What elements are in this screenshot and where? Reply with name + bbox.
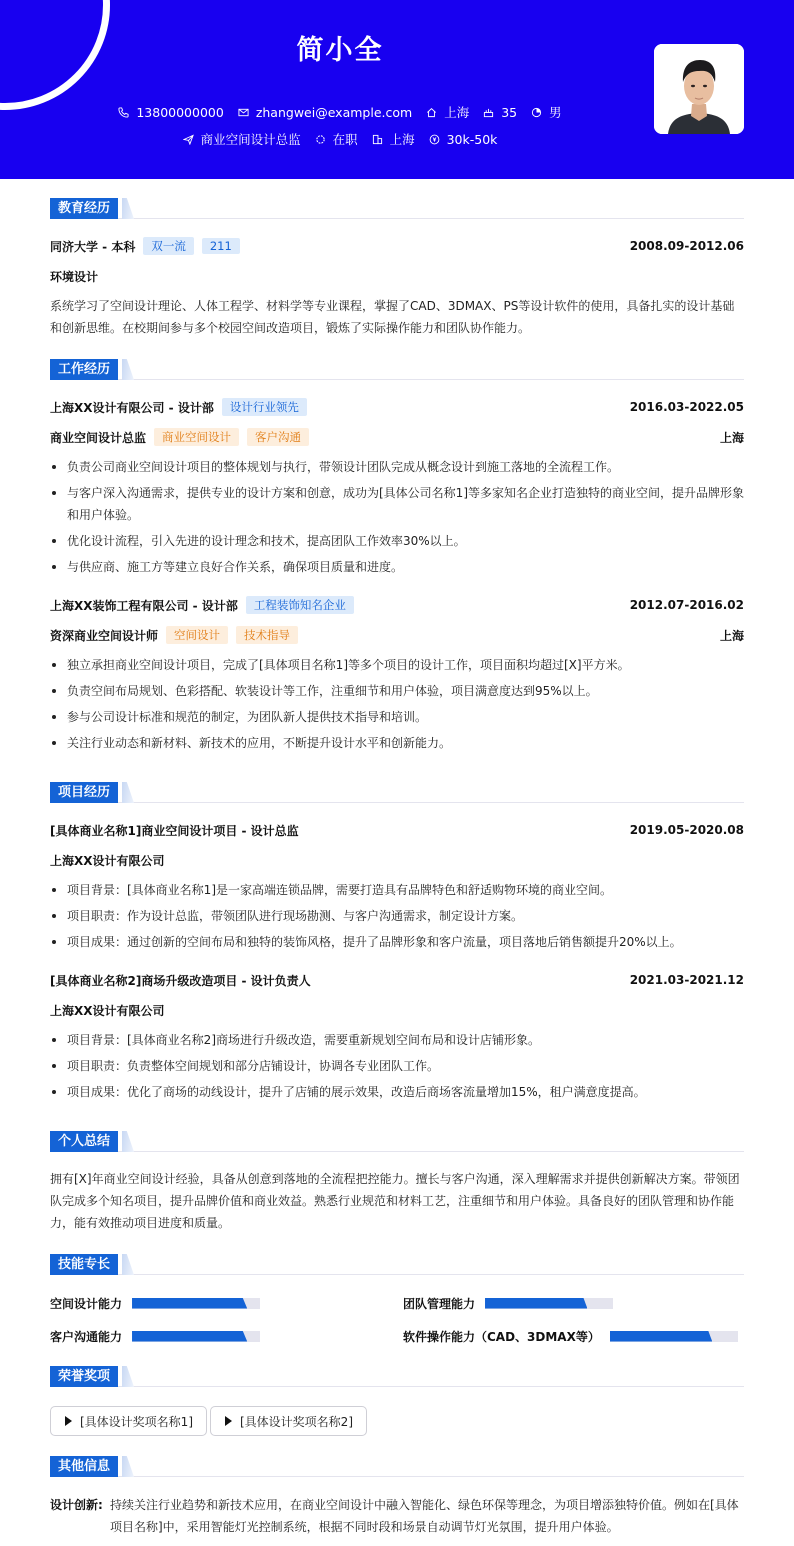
project-bullet-list (50, 879, 744, 957)
candidate-name: 简小全 (296, 35, 384, 66)
major-name: 环境设计 (50, 269, 99, 284)
company-tag: 工程装饰知名企业 (246, 596, 354, 614)
skill-level-fill (610, 1331, 712, 1342)
project-bullet-list (50, 1029, 744, 1107)
phone-info (118, 103, 223, 121)
resume-header (0, 0, 794, 179)
position-info (183, 130, 301, 148)
project-period: 2021.03-2021.12 (629, 973, 744, 987)
skill-tag: 技术指导 (236, 626, 298, 644)
section-title-summary: 个人总结 (50, 1131, 118, 1152)
play-icon (65, 1416, 72, 1426)
skill-name: 空间设计能力 (50, 1296, 123, 1311)
skill-item (50, 1294, 260, 1312)
skill-name: 客户沟通能力 (50, 1329, 123, 1344)
section-title-decoration (122, 782, 134, 803)
section-skills (50, 1254, 744, 1275)
avatar (654, 44, 744, 134)
building-icon (372, 134, 383, 145)
city-text: 上海 (444, 105, 470, 120)
skill-level-fill (485, 1298, 587, 1309)
age-text: 35 (501, 104, 518, 120)
skill-item (403, 1294, 613, 1312)
list-item: 负责空间布局规划、色彩搭配、软装设计等工作，注重细节和用户体验，项目满意度达到95%以上。 (50, 680, 744, 702)
work-city-text: 上海 (389, 132, 415, 147)
work-location: 上海 (719, 430, 744, 445)
list-item: 项目成果：优化了商场的动线设计，提升了店铺的展示效果，改造后商场客流量增加15%，租户满意度提高。 (50, 1081, 744, 1103)
section-title-work: 工作经历 (50, 359, 118, 380)
skill-level-fill (132, 1331, 247, 1342)
school-tag: 211 (202, 238, 240, 254)
skill-item (403, 1327, 738, 1345)
project-company: 上海XX设计有限公司 (50, 853, 165, 868)
play-icon (225, 1416, 232, 1426)
position-text: 商业空间设计总监 (200, 132, 301, 147)
work-city-info (372, 130, 415, 148)
work-period: 2012.07-2016.02 (629, 598, 744, 612)
work-bullet-list (50, 456, 744, 582)
status-info (315, 130, 358, 148)
section-title-decoration (122, 198, 134, 219)
list-item: 负责公司商业空间设计项目的整体规划与执行，带领设计团队完成从概念设计到施工落地的全流程工作。 (50, 456, 744, 478)
section-title-awards: 荣誉奖项 (50, 1366, 118, 1387)
project-company-row (50, 851, 744, 869)
list-item: 与客户深入沟通需求，提供专业的设计方案和创意，成功为[具体公司名称1]等多家知名企业打造独特的商业空间，提升品牌形象和用户体验。 (50, 482, 744, 526)
section-title-decoration (122, 1366, 134, 1387)
section-title-decoration (122, 1131, 134, 1152)
project-company: 上海XX设计有限公司 (50, 1003, 165, 1018)
list-item: 与供应商、施工方等建立良好合作关系，确保项目质量和进度。 (50, 556, 744, 578)
salary-text: 30k-50k (446, 131, 498, 147)
work-title-row (50, 428, 744, 446)
job-title: 商业空间设计总监 (50, 430, 147, 445)
list-item: 项目背景：[具体商业名称1]是一家高端连锁品牌，需要打造具有品牌特色和舒适购物环境的商业空间。 (50, 879, 744, 901)
phone-icon (118, 107, 129, 118)
company-tag: 设计行业领先 (222, 398, 307, 416)
cake-icon (483, 107, 494, 118)
skill-level-bar (132, 1331, 260, 1342)
email-info (238, 103, 412, 121)
other-info-text: 持续关注行业趋势和新技术应用，在商业空间设计中融入智能化、绿色环保等理念，为项目增添独特价值。例如在[具体项目名称]中，采用智能灯光控制系统，根据不同时段和场景自动调节灯光氛围，提升用户体验。 (110, 1498, 739, 1534)
skill-item (50, 1327, 260, 1345)
section-title-decoration (122, 1254, 134, 1275)
avatar-portrait (654, 44, 744, 134)
education-description: 系统学习了空间设计理论、人体工程学、材料学等专业课程，掌握了CAD、3DMAX、PS等设计软件的使用，具备扎实的设计基础和创新思维。在校期间参与多个校园空间改造项目，锻炼了实际操作能力和团队协作能力。 (50, 299, 735, 335)
skill-level-bar (132, 1298, 260, 1309)
section-title-decoration (122, 359, 134, 380)
award-name: [具体设计奖项名称2] (240, 1414, 353, 1429)
gender-icon (531, 107, 542, 118)
email-text: zhangwei@example.com (255, 104, 413, 120)
skill-tag: 空间设计 (166, 626, 228, 644)
school-name: 同济大学 - 本科 (50, 239, 136, 254)
education-period: 2008.09-2012.06 (629, 239, 744, 253)
skill-level-fill (132, 1298, 247, 1309)
list-item: 项目成果：通过创新的空间布局和独特的装饰风格，提升了品牌形象和客户流量，项目落地后销售额提升20%以上。 (50, 931, 744, 953)
list-item: 项目职责：作为设计总监，带领团队进行现场勘测、与客户沟通需求，制定设计方案。 (50, 905, 744, 927)
project-period: 2019.05-2020.08 (629, 823, 744, 837)
list-item: 参与公司设计标准和规范的制定，为团队新人提供技术指导和培训。 (50, 706, 744, 728)
section-project (50, 782, 744, 803)
award-item[interactable] (50, 1406, 207, 1436)
age-info (483, 103, 517, 121)
money-icon (429, 134, 440, 145)
skill-name: 团队管理能力 (403, 1296, 476, 1311)
project-company-row (50, 1001, 744, 1019)
section-title-other: 其他信息 (50, 1456, 118, 1477)
list-item: 项目职责：负责整体空间规划和部分店铺设计，协调各专业团队工作。 (50, 1055, 744, 1077)
list-item: 项目背景：[具体商业名称2]商场进行升级改造，需要重新规划空间布局和设计店铺形象。 (50, 1029, 744, 1051)
job-title: 资深商业空间设计师 (50, 628, 159, 643)
section-title-education: 教育经历 (50, 198, 118, 219)
section-other (50, 1456, 744, 1477)
award-name: [具体设计奖项名称1] (80, 1414, 193, 1429)
contact-row (0, 103, 680, 121)
school-tag: 双一流 (143, 237, 194, 255)
work-bullet-list (50, 654, 744, 758)
project-name: [具体商业名称1]商业空间设计项目 - 设计总监 (50, 823, 299, 838)
work-location: 上海 (719, 628, 744, 643)
education-row (50, 237, 744, 255)
section-summary (50, 1131, 744, 1152)
skill-tag: 客户沟通 (247, 428, 309, 446)
list-item: 关注行业动态和新材料、新技术的应用，不断提升设计水平和创新能力。 (50, 732, 744, 754)
skill-level-bar (610, 1331, 738, 1342)
salary-info (429, 130, 498, 148)
award-item[interactable] (210, 1406, 367, 1436)
section-work (50, 359, 744, 380)
work-period: 2016.03-2022.05 (629, 400, 744, 414)
section-awards (50, 1366, 744, 1387)
company-name: 上海XX装饰工程有限公司 - 设计部 (50, 598, 238, 613)
list-item: 独立承担商业空间设计项目，完成了[具体项目名称1]等多个项目的设计工作，项目面积均超过[X]平方米。 (50, 654, 744, 676)
list-item: 优化设计流程，引入先进的设计理念和技术，提高团队工作效率30%以上。 (50, 530, 744, 552)
gender-text: 男 (549, 105, 562, 120)
job-intent-row (0, 130, 680, 148)
work-company-row (50, 398, 744, 416)
work-company-row (50, 596, 744, 614)
section-title-decoration (122, 1456, 134, 1477)
status-icon (315, 134, 326, 145)
project-row (50, 821, 744, 839)
phone-text: 13800000000 (136, 104, 224, 120)
home-icon (426, 107, 437, 118)
mail-icon (238, 107, 249, 118)
other-info-label: 设计创新: (50, 1498, 103, 1512)
project-row (50, 971, 744, 989)
project-name: [具体商业名称2]商场升级改造项目 - 设计负责人 (50, 973, 311, 988)
section-title-project: 项目经历 (50, 782, 118, 803)
section-title-skills: 技能专长 (50, 1254, 118, 1275)
send-icon (183, 134, 194, 145)
skill-tag: 商业空间设计 (154, 428, 239, 446)
status-text: 在职 (332, 132, 358, 147)
major-row (50, 267, 744, 285)
skill-name: 软件操作能力（CAD、3DMAX等） (403, 1329, 600, 1344)
section-education (50, 198, 744, 219)
work-title-row (50, 626, 744, 644)
summary-text: 拥有[X]年商业空间设计经验，具备从创意到落地的全流程把控能力。擅长与客户沟通，深入理解需求并提供创新解决方案。带领团队完成多个知名项目，提升品牌价值和商业效益。熟悉行业规范和材料工艺，注重细节和用户体验。具备良好的团队管理和协作能力，能有效推动项目进度和质量。 (50, 1172, 740, 1230)
company-name: 上海XX设计有限公司 - 设计部 (50, 400, 214, 415)
city-info (426, 103, 469, 121)
skill-level-bar (485, 1298, 613, 1309)
gender-info (531, 103, 562, 121)
